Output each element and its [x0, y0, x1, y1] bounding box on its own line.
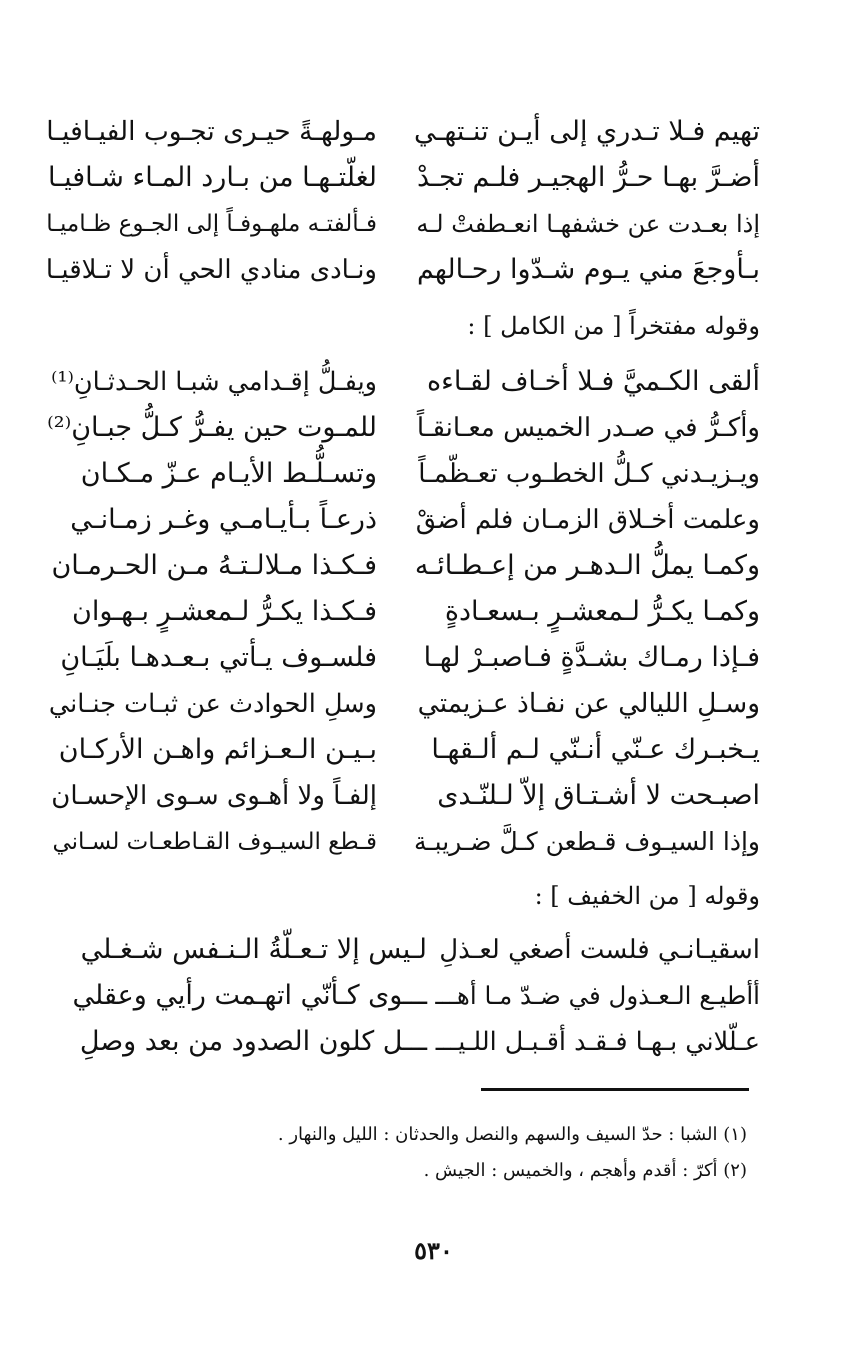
verse-first-hemistich: فـإذا رمـاك بشـدَّةٍ فـاصبـرْ لهـا	[423, 642, 760, 673]
footnote: (١) الشبا : حدّ السيف والسهم والنصل والحدثان : الليل والنهار .	[277, 1124, 747, 1145]
verse-first-hemistich: يـخبـرك عـنّي أنـنّي لـم ألـقهـا	[431, 734, 760, 765]
verse-second-hemistich: فـألفتـه ملهـوفـاً إلى الجـوع ظـاميـا	[46, 211, 377, 237]
verse-second-hemistich: فـكـذا يكـرُّ لـمعشـرٍ بـهـوان	[71, 596, 377, 627]
verse-first-hemistich: إذا بعـدت عن خشفهـا انعـطفتْ لـه	[416, 210, 760, 238]
verse-second-hemistich: ذرعـاً بـأيـامـي وغـر زمـانـي	[70, 504, 377, 535]
verse-second-hemistich: لـيس إلا تـعـلّةُ الـنـفس شـغـلي	[80, 934, 427, 965]
verse-first-hemistich: بـأوجعَ مني يـوم شـدّوا رحـالهم	[416, 254, 760, 285]
poem-introduction: وقوله [ من الخفيف ] :	[534, 882, 760, 910]
page-number: ٥٣٠	[414, 1236, 453, 1265]
verse-first-hemistich: تهيم فـلا تـدري إلى أيـن تنـتهـي	[414, 116, 760, 147]
verse-second-hemistich: فلسـوف يـأتي بـعـدهـا بلَيَـانِ	[60, 642, 377, 673]
verse-first-hemistich: عـلّلاني بـهـا فـقـد أقـبـل اللـيـــ	[435, 1027, 760, 1057]
verse-first-hemistich: اصبـحت لا أشـتـاق إلاّ لـلنّـدى	[437, 780, 760, 811]
footnote: (٢) أكرّ : أقدم وأهجم ، والخميس : الجيش .	[423, 1160, 747, 1181]
verse-first-hemistich: وعلمت أخـلاق الزمـان فلم أضقْ	[415, 505, 760, 535]
verse-first-hemistich: وكمـا يكـرُّ لـمعشـرٍ بـسعـادةٍ	[444, 596, 760, 627]
verse-first-hemistich: اسقيـانـي فلست أصغي لعـذلِ	[439, 935, 760, 965]
verse-second-hemistich: ونـادى منادي الحي أن لا تـلاقيـا	[45, 255, 377, 285]
verse-second-hemistich: للمـوت حين يفـرُّ كـلُّ جبـانِ⁽²⁾	[47, 412, 377, 443]
verse-second-hemistich: مـولهـةً حيـرى تجـوب الفيـافيـا	[46, 116, 377, 147]
verse-first-hemistich: ويـزيـدني كـلُّ الخطـوب تعـظّمـاً	[418, 459, 760, 489]
verse-second-hemistich: لغلّتـهـا من بـارد المـاء شـافيـا	[47, 162, 377, 193]
verse-first-hemistich: أضـرَّ بهـا حـرُّ الهجيـر فلـم تجـدْ	[416, 162, 760, 193]
verse-second-hemistich: قـطع السيـوف القـاطعـات لسـاني	[52, 829, 377, 855]
verse-second-hemistich: إلفـاً ولا أهـوى سـوى الإحسـان	[51, 781, 377, 811]
verse-second-hemistich: وسلِ الحوادث عن ثبـات جنـاني	[48, 689, 377, 719]
verse-first-hemistich: وسـلِ الليالي عن نفـاذ عـزيمتي	[417, 688, 760, 719]
verse-second-hemistich: ـــوى كـأنّي اتهـمت رأيي وعقلي	[72, 980, 427, 1011]
verse-first-hemistich: أأطيـع الـعـذول في ضـدّ مـا أهـــ	[435, 981, 760, 1010]
verse-second-hemistich: بـيـن الـعـزائم واهـن الأركـان	[58, 734, 377, 765]
verse-second-hemistich: ويفـلُّ إقـدامي شبـا الحـدثـانِ⁽¹⁾	[51, 367, 377, 397]
verse-second-hemistich: فـكـذا مـلالـتـهُ مـن الحـرمـان	[51, 550, 377, 581]
verse-second-hemistich: وتسـلُّـط الأيـام عـزّ مـكـان	[80, 458, 377, 489]
verse-second-hemistich: ـــل كلون الصدود من بعد وصلِ	[79, 1026, 427, 1057]
poem-introduction: وقوله مفتخراً [ من الكامل ] :	[467, 312, 760, 340]
footnote-separator	[481, 1088, 749, 1091]
verse-first-hemistich: وإذا السيـوف قـطعن كـلَّ ضـريبـة	[413, 827, 760, 856]
verse-first-hemistich: وكمـا يملُّ الـدهـر من إعـطـائـه	[414, 550, 760, 581]
verse-first-hemistich: وأكـرُّ في صـدر الخميس معـانقـاً	[416, 413, 760, 443]
verse-first-hemistich: ألقى الكـميَّ فـلا أخـاف لقـاءه	[427, 366, 760, 397]
